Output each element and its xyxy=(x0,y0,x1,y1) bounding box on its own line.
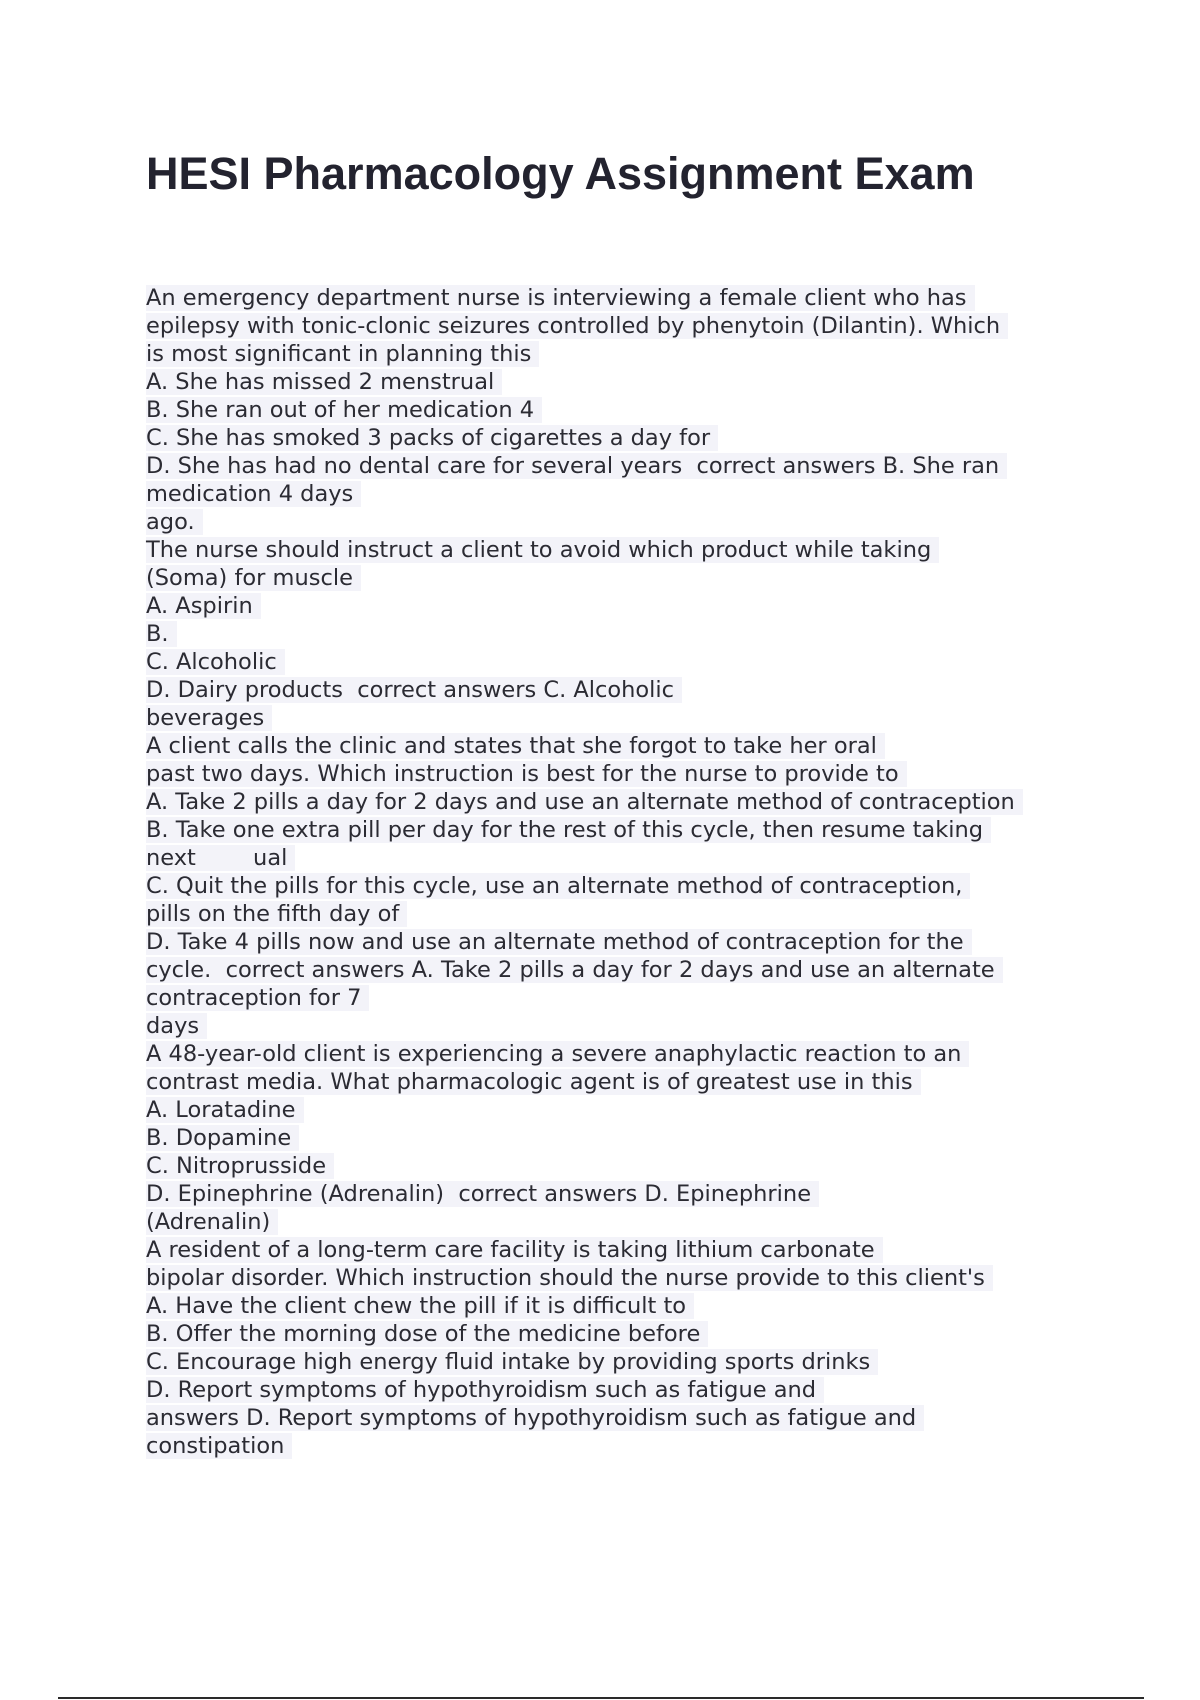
text-line-content: D. Take 4 pills now and use an alternate method of contraception for the xyxy=(146,929,972,955)
text-line-content: D. Dairy products correct answers C. Alcoholic xyxy=(146,677,682,703)
text-line-content: constipation xyxy=(146,1433,292,1459)
text-line xyxy=(146,1124,1086,1152)
text-line-content: past two days. Which instruction is best for the nurse to provide to xyxy=(146,761,907,787)
text-line-content: bipolar disorder. Which instruction should the nurse provide to this client's xyxy=(146,1265,993,1291)
text-line-content: C. She has smoked 3 packs of cigarettes a day for xyxy=(146,425,718,451)
text-line xyxy=(146,1292,1086,1320)
text-line xyxy=(146,340,1086,368)
text-line-content: answers D. Report symptoms of hypothyroidism such as fatigue and xyxy=(146,1405,924,1431)
text-line-content: medication 4 days xyxy=(146,481,361,507)
text-line-content: A client calls the clinic and states that she forgot to take her oral xyxy=(146,733,885,759)
text-line xyxy=(146,1208,1086,1236)
text-line xyxy=(146,956,1086,984)
page-title: HESI Pharmacology Assignment Exam xyxy=(146,148,975,199)
text-line-content: (Soma) for muscle xyxy=(146,565,361,591)
text-line-content: C. Quit the pills for this cycle, use an alternate method of contraception, xyxy=(146,873,970,899)
text-line xyxy=(146,732,1086,760)
text-line xyxy=(146,1040,1086,1068)
text-line-content: A. Loratadine xyxy=(146,1097,304,1123)
text-line-content: beverages xyxy=(146,705,272,731)
text-line xyxy=(146,368,1086,396)
text-line xyxy=(146,1264,1086,1292)
text-line-content: B. xyxy=(146,621,177,647)
text-line xyxy=(146,564,1086,592)
text-line xyxy=(146,984,1086,1012)
text-line-content: next ual xyxy=(146,845,295,871)
text-line-content: A. Aspirin xyxy=(146,593,261,619)
text-line xyxy=(146,396,1086,424)
text-line xyxy=(146,1236,1086,1264)
text-line-content: A 48-year-old client is experiencing a severe anaphylactic reaction to an xyxy=(146,1041,969,1067)
text-line-content: D. Epinephrine (Adrenalin) correct answers D. Epinephrine xyxy=(146,1181,819,1207)
text-line-content: A. Take 2 pills a day for 2 days and use an alternate method of contraception xyxy=(146,789,1023,815)
text-line xyxy=(146,1404,1086,1432)
text-line xyxy=(146,816,1086,844)
text-line xyxy=(146,928,1086,956)
text-line-content: cycle. correct answers A. Take 2 pills a day for 2 days and use an alternate xyxy=(146,957,1003,983)
text-line xyxy=(146,284,1086,312)
text-line xyxy=(146,900,1086,928)
text-line-content: ago. xyxy=(146,509,203,535)
text-line-content: C. Alcoholic xyxy=(146,649,285,675)
text-line xyxy=(146,1320,1086,1348)
text-line xyxy=(146,1180,1086,1208)
text-line-content: contraception for 7 xyxy=(146,985,369,1011)
text-line-content: days xyxy=(146,1013,207,1039)
text-line-content: A. Have the client chew the pill if it is difficult to xyxy=(146,1293,694,1319)
text-line xyxy=(146,872,1086,900)
text-line xyxy=(146,480,1086,508)
text-line-content: B. Take one extra pill per day for the rest of this cycle, then resume taking xyxy=(146,817,991,843)
text-line xyxy=(146,1012,1086,1040)
text-line xyxy=(146,312,1086,340)
text-line-content: An emergency department nurse is interviewing a female client who has xyxy=(146,285,975,311)
footer-divider xyxy=(58,1697,1144,1699)
text-line-content: D. She has had no dental care for several years correct answers B. She ran xyxy=(146,453,1007,479)
text-line-content: B. She ran out of her medication 4 xyxy=(146,397,542,423)
text-line xyxy=(146,760,1086,788)
text-line xyxy=(146,788,1086,816)
text-line xyxy=(146,592,1086,620)
text-line-content: The nurse should instruct a client to avoid which product while taking xyxy=(146,537,939,563)
text-line-content: C. Encourage high energy fluid intake by providing sports drinks xyxy=(146,1349,878,1375)
text-line-content: epilepsy with tonic-clonic seizures controlled by phenytoin (Dilantin). Which xyxy=(146,313,1008,339)
text-line xyxy=(146,704,1086,732)
text-line xyxy=(146,1068,1086,1096)
text-line xyxy=(146,452,1086,480)
text-line xyxy=(146,1376,1086,1404)
text-line xyxy=(146,844,1086,872)
text-line-content: contrast media. What pharmacologic agent is of greatest use in this xyxy=(146,1069,921,1095)
text-line xyxy=(146,424,1086,452)
text-line-content: D. Report symptoms of hypothyroidism such as fatigue and xyxy=(146,1377,824,1403)
text-line xyxy=(146,536,1086,564)
document-body xyxy=(146,284,1086,1460)
text-line xyxy=(146,648,1086,676)
text-line-content: (Adrenalin) xyxy=(146,1209,278,1235)
text-line-content: is most significant in planning this xyxy=(146,341,539,367)
text-line-content: A resident of a long-term care facility is taking lithium carbonate xyxy=(146,1237,883,1263)
text-line-content: B. Dopamine xyxy=(146,1125,299,1151)
text-line-content: A. She has missed 2 menstrual xyxy=(146,369,502,395)
text-line xyxy=(146,620,1086,648)
text-line xyxy=(146,1096,1086,1124)
text-line-content: B. Offer the morning dose of the medicine before xyxy=(146,1321,708,1347)
text-line xyxy=(146,1348,1086,1376)
text-line xyxy=(146,1432,1086,1460)
text-line-content: C. Nitroprusside xyxy=(146,1153,334,1179)
text-line xyxy=(146,508,1086,536)
text-line xyxy=(146,676,1086,704)
text-line-content: pills on the fifth day of xyxy=(146,901,407,927)
text-line xyxy=(146,1152,1086,1180)
